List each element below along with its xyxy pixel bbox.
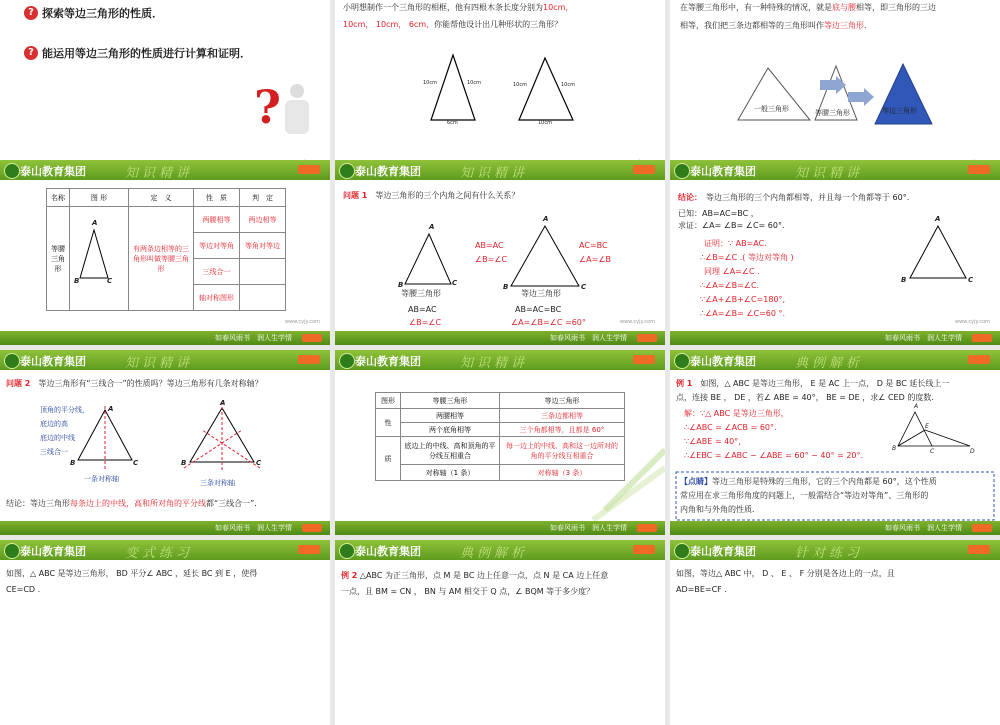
question-icon: ? — [24, 6, 38, 20]
brand: 泰山教育集团 — [20, 355, 86, 368]
question-mark-figure-icon: ? — [254, 80, 281, 134]
header-tag — [298, 545, 320, 554]
slide-footer — [670, 331, 1000, 345]
one-axis-label: 一条对称轴 — [84, 475, 119, 483]
exercise-text: AD=BE=CF . — [676, 585, 727, 594]
brand: 泰山教育集团 — [690, 355, 756, 368]
vertex-label-a: A — [935, 215, 941, 223]
side-label: 10cm — [561, 82, 575, 88]
conclusion-text-a: 结论：等边三角形 — [6, 499, 70, 508]
slide-thumbnail-9[interactable] — [670, 350, 1000, 535]
header-cell: 性 质 — [194, 189, 240, 207]
vertex-label-c: C — [968, 276, 974, 284]
triangle-progression — [670, 0, 1000, 185]
header-tag — [968, 545, 990, 554]
relation-label: ∠A=∠B — [579, 255, 612, 264]
conclusion-label: 结论： — [678, 193, 698, 202]
header-cell: 图 形 — [70, 189, 129, 207]
proof-step: ∴∠B=∠C .( 等边对等角 ) — [700, 253, 794, 262]
equilateral-figure — [670, 160, 1000, 345]
person-figure-icon — [290, 84, 304, 98]
equilateral-triangle-label: 等边三角形 — [882, 107, 917, 115]
brand: 泰山教育集团 — [690, 545, 756, 558]
question-label: 问题 2 — [6, 379, 31, 388]
vertex-label-c: C — [133, 459, 139, 467]
header-tag — [633, 545, 655, 554]
footer-text: 如春风雨书 润人生学情 — [885, 524, 962, 532]
brand: 泰山教育集团 — [20, 545, 86, 558]
proof-step: ∵∠A+∠B+∠C=180°, — [700, 295, 786, 304]
judgement-cell: 两边相等 — [240, 207, 286, 233]
isosceles-cell: 两个底角相等 — [401, 423, 500, 437]
tip-line1 — [680, 476, 937, 488]
definition-cell: 有两条边相等的三角形叫做等腰三角形 — [129, 207, 194, 311]
url: www.cyjy.com — [954, 319, 990, 325]
section-title: 针对练习 — [795, 546, 864, 561]
legend-item: 底边的中线 — [40, 434, 75, 442]
example-label: 例 1 — [676, 379, 693, 388]
footer-text: 如春风雨书 润人生学情 — [885, 334, 962, 342]
slide-thumbnail-4[interactable] — [0, 160, 330, 345]
proof-step: 证明：∵ AB=AC. — [704, 239, 767, 248]
slide-footer — [0, 521, 330, 535]
slide-header — [335, 540, 665, 560]
slide-footer — [670, 521, 1000, 535]
vertex-label-b: B — [892, 445, 897, 452]
equilateral-cell: 每一边上的中线、高和这一边所对的角的平分线互相重合 — [500, 437, 625, 465]
triangle-figures — [335, 160, 665, 345]
example-text: 一点，且 BM = CN ， BN 与 AM 相交于 Q 点，∠ BQM 等于多少度？ — [341, 587, 595, 596]
isosceles-cell: 对称轴（1 条） — [401, 465, 500, 481]
isosceles-triangle-label: 等腰三角形 — [815, 109, 850, 117]
brand: 泰山教育集团 — [355, 355, 421, 368]
goal-1: 探索等边三角形的性质． — [42, 7, 163, 20]
example-text: 点，连接 BE ， DE ，若∠ ABE = 40°， BE = DE ，求∠ CED 的度数. — [676, 393, 934, 402]
footer-tag — [637, 334, 657, 342]
tip-text: 内角和与外角的性质． — [680, 505, 760, 514]
exercise-text: 如图，△ ABC 是等边三角形， BD 平分∠ ABC ，延长 BC 到 E ，使得 — [6, 569, 258, 578]
decor-ray — [605, 450, 665, 510]
tip-text: 常应用在求三角形角度的问题上，一般需结合“等边对等角”、三角形的 — [680, 491, 929, 500]
intro-highlight: 底与腰 — [832, 3, 856, 12]
brand: 泰山教育集团 — [20, 165, 86, 178]
vertex-label-b: B — [74, 277, 80, 285]
example-text: △ABC 为正三角形，点 M 是 BC 边上任意一点，点 N 是 CA 边上任意 — [359, 571, 609, 580]
conclusion-highlight: 每条边上的中线，高和所对角的平分线 — [70, 499, 206, 508]
intro-text-c: 相等，即三角形的三边 — [856, 3, 936, 12]
property-cell: 三线合一 — [194, 259, 240, 285]
slide-footer — [335, 521, 665, 535]
example-text: 如图，△ ABC 是等边三角形， E 是 AC 上一点， D 是 BC 延长线上一 — [700, 379, 950, 388]
tip-label: 【点睛】 — [680, 477, 712, 486]
vertex-label-a: A — [92, 219, 98, 227]
slide-thumbnail-10[interactable] — [0, 540, 330, 725]
question-label: 问题 1 — [343, 191, 368, 200]
example-label: 例 2 — [341, 571, 358, 580]
section-title: 典例解析 — [795, 356, 864, 371]
vertex-label-b: B — [181, 459, 187, 467]
length-3: 10cm， — [375, 20, 407, 29]
example-line1 — [341, 570, 608, 582]
brand-logo-icon — [339, 543, 355, 559]
conclusion — [6, 498, 262, 510]
vertex-label-c: C — [107, 277, 113, 285]
proof-step: ∴∠A=∠B=∠C. — [700, 281, 760, 290]
general-triangle-label: 一般三角形 — [754, 105, 789, 113]
section-title: 知识精讲 — [125, 356, 194, 371]
equilateral-cell: 对称轴（3 条） — [500, 465, 625, 481]
vertex-label-a: A — [108, 405, 114, 413]
equilateral-triangle — [910, 226, 966, 278]
relation-label: AC=BC — [579, 241, 608, 250]
vertex-label-c: C — [452, 279, 458, 287]
footer-tag — [302, 334, 322, 342]
header-cell: 图形 — [376, 393, 401, 409]
intro-text-a: 在等腰三角形中，有一种特殊的情况，就是 — [680, 3, 832, 12]
equilateral-term: 等边三角形． — [824, 21, 872, 30]
slide-thumbnail-3[interactable] — [670, 0, 1000, 185]
footer-tag — [972, 524, 992, 532]
tip-text: 等边三角形是特殊的三角形，它的三个内角都是 60°，这个性质 — [712, 477, 937, 486]
side-label: 10cm — [513, 82, 527, 88]
header-cell: 名称 — [47, 189, 70, 207]
vertex-label-c: C — [581, 283, 587, 291]
slide-footer — [0, 331, 330, 345]
conclusion-text: 等边三角形的三个内角都相等，并且每一个角都等于 60°. — [706, 193, 910, 202]
isosceles-cell: 两腰相等 — [401, 409, 500, 423]
slide-thumbnail-11[interactable] — [335, 540, 665, 725]
section-title: 知识精讲 — [795, 166, 864, 181]
vertex-label-b: B — [503, 283, 509, 291]
equilateral-cell: 三个角都相等，且都是 60° — [500, 423, 625, 437]
brand: 泰山教育集团 — [355, 545, 421, 558]
section-title: 知识精讲 — [460, 166, 529, 181]
relation-label: ∠B=∠C — [475, 255, 508, 264]
slide-header — [0, 540, 330, 560]
isosceles-label: 等腰三角形 — [401, 289, 441, 298]
slide-thumbnail-1[interactable] — [0, 0, 330, 185]
section-title: 知识精讲 — [460, 356, 529, 371]
problem-text-a: 小明想制作一个三角形的相框，他有四根木条长度分别为 — [343, 3, 543, 12]
isosceles-triangle — [431, 55, 475, 120]
slide-thumbnail-12[interactable] — [670, 540, 1000, 725]
section-title: 典例解析 — [460, 546, 529, 561]
triangle-figures — [335, 0, 665, 185]
judgement-cell: 等角对等边 — [240, 233, 286, 259]
equilateral-sides: AB=AC=BC — [515, 305, 562, 314]
conclusion-text-c: 都“三线合一”． — [206, 499, 263, 508]
slide-header — [670, 540, 1000, 560]
three-axes-label: 三条对称轴 — [200, 479, 235, 487]
name-cell: 等腰三角形 — [47, 207, 70, 311]
brand: 泰山教育集团 — [690, 165, 756, 178]
decorative-rays — [335, 350, 665, 535]
length-4: 6cm， — [408, 20, 435, 29]
footer-tag — [637, 524, 657, 532]
exercise-text: 如图，等边△ ABC 中， D 、 E 、 F 分别是各边上的一点，且 — [676, 569, 895, 578]
equilateral-cell: 三条边都相等 — [500, 409, 625, 423]
vertex-label-b: B — [901, 276, 907, 284]
slide-thumbnail-7[interactable] — [0, 350, 330, 535]
solution-step: 解：∵△ ABC 是等边三角形， — [684, 409, 789, 418]
equilateral-label: 等边三角形 — [521, 289, 561, 298]
footer-tag — [302, 524, 322, 532]
legend-item: 三线合一 — [40, 448, 68, 456]
vertex-label-a: A — [543, 215, 549, 223]
question-text: 等边三角形有“三线合一”的性质吗？等边三角形有几条对称轴？ — [38, 379, 263, 388]
proof-step: 同理 ∠A=∠C . — [704, 267, 760, 276]
brand: 泰山教育集团 — [355, 165, 421, 178]
side-label: 10cm — [423, 80, 437, 86]
header-cell: 判 定 — [240, 189, 286, 207]
length-1: 10cm， — [543, 3, 574, 12]
side-label: 10cm — [467, 80, 481, 86]
slide-thumbnail-2[interactable] — [335, 0, 665, 185]
exercise-text: CE=CD . — [6, 585, 41, 594]
question-text: 等边三角形的三个内角之间有什么关系？ — [375, 191, 520, 200]
equilateral-angles: ∠A=∠B=∠C =60° — [511, 318, 586, 327]
footer-text: 如春风雨书 润人生学情 — [215, 334, 292, 342]
slide-footer — [335, 331, 665, 345]
isosceles-triangle — [80, 230, 108, 278]
header-cell: 等腰三角形 — [401, 393, 500, 409]
solution-step: ∴∠EBC = ∠ABC − ∠ABE = 60° − 40° = 20°. — [684, 451, 864, 460]
solution-step: ∵∠ABE = 40°， — [684, 437, 747, 446]
url: www.cyjy.com — [284, 319, 320, 325]
proof-step: ∴∠A=∠B= ∠C=60 °. — [700, 309, 786, 318]
goal-2: 能运用等边三角形的性质进行计算和证明． — [42, 47, 251, 60]
slide-thumbnail-5[interactable] — [335, 160, 665, 345]
side-label: 6cm — [447, 120, 458, 126]
footer-tag — [972, 334, 992, 342]
legend-item: 底边的高 — [40, 420, 68, 428]
slide-thumbnail-6[interactable] — [670, 160, 1000, 345]
property-cell: 两腰相等 — [194, 207, 240, 233]
legend-item: 顶角的平分线， — [40, 406, 89, 414]
vertex-label-a: A — [914, 403, 919, 410]
section-title: 变式练习 — [125, 546, 194, 561]
vertex-label-c: C — [256, 459, 262, 467]
url: www.cyjy.com — [619, 319, 655, 325]
decor-ray — [593, 468, 665, 520]
property-cell: 轴对称图形 — [194, 285, 240, 311]
row-label: 质 — [376, 437, 401, 481]
relation-label: AB=AC — [475, 241, 504, 250]
arrow-right-icon — [848, 88, 874, 106]
person-figure-body — [285, 100, 309, 134]
footer-text: 如春风雨书 润人生学情 — [550, 334, 627, 342]
intro-text-d: 相等，我们把三条边都相等的三角形叫作 — [680, 21, 824, 30]
isosceles-angles: ∠B=∠C — [409, 318, 442, 327]
brand-logo-icon — [674, 543, 690, 559]
vertex-label-e: E — [925, 423, 929, 430]
section-title: 知识精讲 — [125, 166, 194, 181]
header-cell: 等边三角形 — [500, 393, 625, 409]
header-cell: 定 义 — [129, 189, 194, 207]
footer-text: 如春风雨书 润人生学情 — [550, 524, 627, 532]
vertex-label-b: B — [70, 459, 76, 467]
vertex-label-b: B — [398, 281, 404, 289]
side-label: 10cm — [538, 120, 552, 126]
property-cell: 等边对等角 — [194, 233, 240, 259]
vertex-label-c: C — [930, 448, 935, 455]
equilateral-triangle — [511, 226, 579, 286]
isosceles-figure — [0, 160, 330, 345]
solution-step: ∴∠ABC = ∠ACB = 60°. — [684, 423, 777, 432]
given: 已知：AB=AC=BC ， — [678, 209, 759, 218]
brand-logo-icon — [4, 543, 20, 559]
to-prove: 求证：∠A= ∠B= ∠C= 60°. — [678, 221, 785, 230]
segment-de — [925, 430, 970, 446]
isosceles-triangle — [405, 234, 451, 284]
vertex-label-a: A — [220, 399, 226, 407]
slide-thumbnail-8[interactable] — [335, 350, 665, 535]
vertex-label-d: D — [970, 448, 975, 455]
isosceles-sides: AB=AC — [408, 305, 437, 314]
footer-text: 如春风雨书 润人生学情 — [215, 524, 292, 532]
row-label: 性 — [376, 409, 401, 437]
problem-text-b: 你能帮他设计出几种形状的三角形？ — [434, 20, 563, 29]
vertex-label-a: A — [429, 223, 435, 231]
isosceles-cell: 底边上的中线、高和顶角的平分线互相重合 — [401, 437, 500, 465]
length-2: 10cm， — [343, 20, 374, 29]
question-icon: ? — [24, 46, 38, 60]
